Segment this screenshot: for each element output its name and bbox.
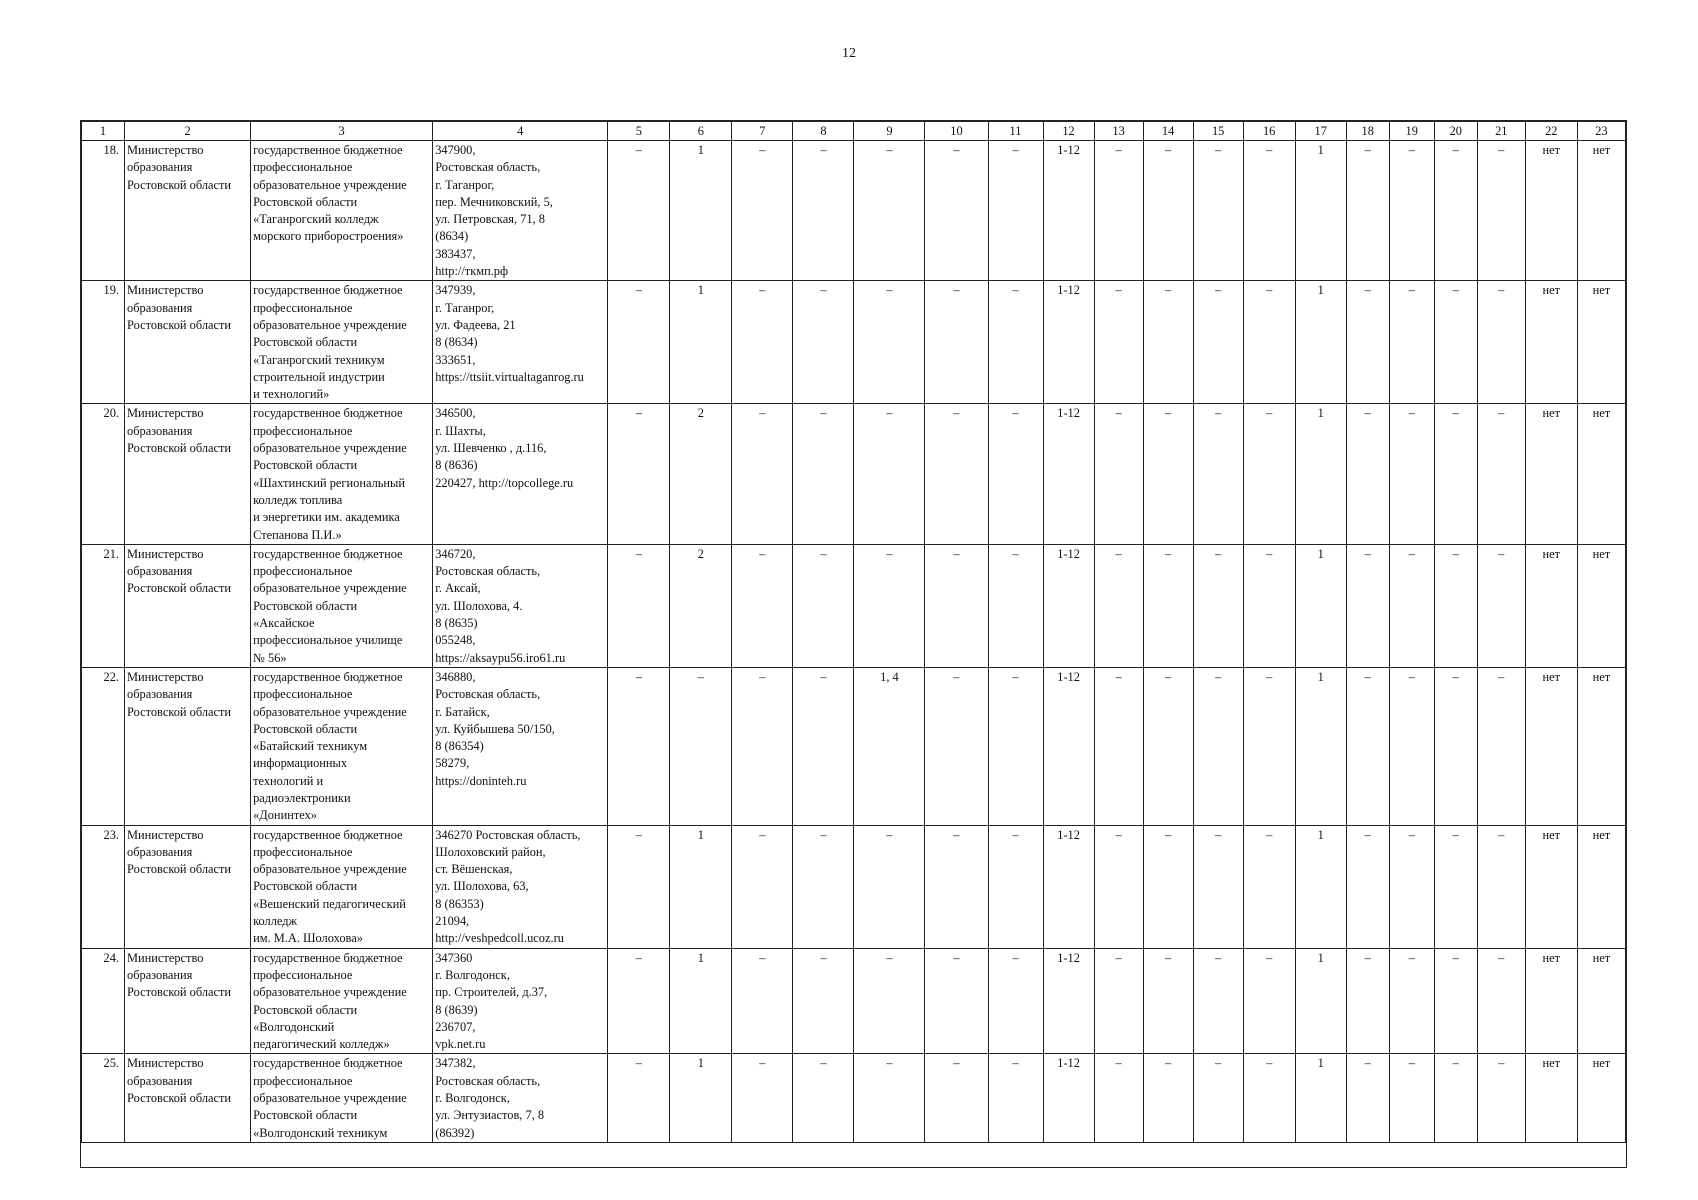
- value-cell: 1: [670, 825, 732, 948]
- column-header: 20: [1434, 122, 1477, 141]
- value-cell: –: [1243, 825, 1295, 948]
- value-cell: –: [1434, 544, 1477, 667]
- value-cell: –: [988, 281, 1043, 404]
- value-cell: –: [1143, 141, 1193, 281]
- value-cell: –: [988, 404, 1043, 544]
- value-cell: –: [1243, 544, 1295, 667]
- value-cell: –: [793, 948, 854, 1054]
- institution-cell: государственное бюджетное профессиональное образовательное учреждение Ростовской области «Вешенский педагогический колледж им. М.А. Шолохова»: [251, 825, 433, 948]
- column-header: 9: [854, 122, 925, 141]
- value-cell: –: [988, 1054, 1043, 1142]
- value-cell: –: [925, 141, 988, 281]
- row-number: 22.: [82, 667, 125, 825]
- value-cell: –: [1193, 281, 1243, 404]
- value-cell: –: [732, 1054, 793, 1142]
- value-cell: 1: [1295, 825, 1346, 948]
- row-number: 20.: [82, 404, 125, 544]
- value-cell: нет: [1525, 404, 1577, 544]
- value-cell: нет: [1525, 141, 1577, 281]
- value-cell: 2: [670, 544, 732, 667]
- institution-cell: государственное бюджетное профессиональное образовательное учреждение Ростовской области «Таганрогский техникум строительной индустрии и технологий»: [251, 281, 433, 404]
- column-header: 16: [1243, 122, 1295, 141]
- value-cell: –: [925, 948, 988, 1054]
- row-number: 23.: [82, 825, 125, 948]
- value-cell: 1: [670, 281, 732, 404]
- value-cell: нет: [1525, 948, 1577, 1054]
- column-header: 11: [988, 122, 1043, 141]
- value-cell: 1: [670, 1054, 732, 1142]
- value-cell: 1: [1295, 281, 1346, 404]
- value-cell: 1-12: [1043, 667, 1094, 825]
- value-cell: –: [1477, 1054, 1525, 1142]
- value-cell: –: [1193, 667, 1243, 825]
- value-cell: 1-12: [1043, 948, 1094, 1054]
- table-row: [82, 1054, 1626, 1142]
- value-cell: –: [1389, 667, 1434, 825]
- ministry-cell: Министерство образования Ростовской области: [125, 281, 251, 404]
- value-cell: –: [1243, 281, 1295, 404]
- column-header: 12: [1043, 122, 1094, 141]
- column-header: 2: [125, 122, 251, 141]
- value-cell: –: [1243, 404, 1295, 544]
- value-cell: –: [1389, 404, 1434, 544]
- value-cell: –: [854, 544, 925, 667]
- value-cell: –: [1434, 141, 1477, 281]
- ministry-cell: Министерство образования Ростовской области: [125, 544, 251, 667]
- value-cell: –: [1094, 404, 1143, 544]
- value-cell: –: [854, 141, 925, 281]
- value-cell: –: [608, 825, 670, 948]
- value-cell: –: [1346, 825, 1389, 948]
- value-cell: –: [732, 948, 793, 1054]
- value-cell: –: [1094, 667, 1143, 825]
- value-cell: –: [732, 544, 793, 667]
- value-cell: –: [793, 825, 854, 948]
- value-cell: –: [988, 825, 1043, 948]
- table-row: [82, 404, 1626, 544]
- value-cell: –: [670, 667, 732, 825]
- value-cell: –: [1477, 404, 1525, 544]
- column-header: 3: [251, 122, 433, 141]
- address-cell: 346500, г. Шахты, ул. Шевченко , д.116, 8 (8636) 220427, http://topcollege.ru: [433, 404, 608, 544]
- ministry-cell: Министерство образования Ростовской области: [125, 404, 251, 544]
- value-cell: –: [732, 404, 793, 544]
- value-cell: –: [793, 141, 854, 281]
- value-cell: –: [854, 948, 925, 1054]
- value-cell: 1: [1295, 141, 1346, 281]
- column-header: 4: [433, 122, 608, 141]
- value-cell: –: [1143, 667, 1193, 825]
- table-row: [82, 544, 1626, 667]
- value-cell: –: [1094, 281, 1143, 404]
- value-cell: нет: [1525, 667, 1577, 825]
- value-cell: нет: [1525, 1054, 1577, 1142]
- address-cell: 346270 Ростовская область, Шолоховский район, ст. Вёшенская, ул. Шолохова, 63, 8 (86353) 21094, http://veshpedcoll.ucoz.ru: [433, 825, 608, 948]
- value-cell: –: [1346, 544, 1389, 667]
- address-cell: 347900, Ростовская область, г. Таганрог, пер. Мечниковский, 5, ул. Петровская, 71, 8 (8634) 383437, http://ткмп.рф: [433, 141, 608, 281]
- address-cell: 346880, Ростовская область, г. Батайск, ул. Куйбышева 50/150, 8 (86354) 58279, https://doninteh.ru: [433, 667, 608, 825]
- value-cell: –: [1477, 667, 1525, 825]
- institutions-table: [81, 121, 1626, 1143]
- value-cell: –: [608, 1054, 670, 1142]
- column-header: 18: [1346, 122, 1389, 141]
- column-header: 6: [670, 122, 732, 141]
- ministry-cell: Министерство образования Ростовской области: [125, 1054, 251, 1142]
- value-cell: –: [1143, 281, 1193, 404]
- value-cell: –: [732, 667, 793, 825]
- value-cell: 2: [670, 404, 732, 544]
- value-cell: –: [988, 667, 1043, 825]
- page-number: 12: [842, 46, 856, 61]
- value-cell: –: [1243, 1054, 1295, 1142]
- value-cell: –: [1094, 1054, 1143, 1142]
- table-row: [82, 667, 1626, 825]
- ministry-cell: Министерство образования Ростовской области: [125, 825, 251, 948]
- value-cell: –: [1193, 825, 1243, 948]
- value-cell: –: [732, 141, 793, 281]
- header-row: [82, 122, 1626, 141]
- value-cell: нет: [1577, 825, 1625, 948]
- row-number: 19.: [82, 281, 125, 404]
- value-cell: –: [1143, 948, 1193, 1054]
- institution-cell: государственное бюджетное профессиональное образовательное учреждение Ростовской области «Таганрогский колледж морского приборостроения»: [251, 141, 433, 281]
- value-cell: –: [988, 544, 1043, 667]
- value-cell: –: [1094, 544, 1143, 667]
- value-cell: –: [608, 667, 670, 825]
- value-cell: –: [732, 825, 793, 948]
- institution-cell: государственное бюджетное профессиональное образовательное учреждение Ростовской области «Шахтинский региональный колледж топлива и энергетики им. академика Степанова П.И.»: [251, 404, 433, 544]
- value-cell: нет: [1525, 544, 1577, 667]
- value-cell: нет: [1577, 667, 1625, 825]
- column-header: 8: [793, 122, 854, 141]
- value-cell: –: [1477, 544, 1525, 667]
- institution-cell: государственное бюджетное профессиональное образовательное учреждение Ростовской области «Аксайское профессиональное училище № 56»: [251, 544, 433, 667]
- value-cell: 1-12: [1043, 825, 1094, 948]
- value-cell: –: [1389, 141, 1434, 281]
- value-cell: –: [1434, 948, 1477, 1054]
- value-cell: 1-12: [1043, 404, 1094, 544]
- value-cell: –: [1143, 1054, 1193, 1142]
- value-cell: нет: [1577, 544, 1625, 667]
- value-cell: –: [1193, 544, 1243, 667]
- value-cell: –: [854, 1054, 925, 1142]
- value-cell: нет: [1525, 281, 1577, 404]
- value-cell: –: [1346, 948, 1389, 1054]
- value-cell: –: [1434, 825, 1477, 948]
- value-cell: –: [1434, 281, 1477, 404]
- value-cell: –: [854, 404, 925, 544]
- address-cell: 346720, Ростовская область, г. Аксай, ул. Шолохова, 4. 8 (8635) 055248, https://aksaypu56.iro61.ru: [433, 544, 608, 667]
- value-cell: –: [1477, 825, 1525, 948]
- value-cell: –: [1434, 1054, 1477, 1142]
- column-header: 13: [1094, 122, 1143, 141]
- value-cell: –: [1477, 948, 1525, 1054]
- value-cell: –: [1143, 825, 1193, 948]
- institution-cell: государственное бюджетное профессиональное образовательное учреждение Ростовской области «Волгодонский педагогический колледж»: [251, 948, 433, 1054]
- table-row: [82, 281, 1626, 404]
- value-cell: 1: [1295, 667, 1346, 825]
- table-row: [82, 948, 1626, 1054]
- value-cell: 1: [670, 948, 732, 1054]
- value-cell: нет: [1577, 404, 1625, 544]
- value-cell: –: [1346, 667, 1389, 825]
- value-cell: –: [608, 948, 670, 1054]
- column-header: 1: [82, 122, 125, 141]
- value-cell: –: [1477, 281, 1525, 404]
- value-cell: –: [1389, 948, 1434, 1054]
- value-cell: –: [1094, 141, 1143, 281]
- value-cell: –: [925, 281, 988, 404]
- value-cell: –: [608, 281, 670, 404]
- value-cell: 1, 4: [854, 667, 925, 825]
- value-cell: 1-12: [1043, 141, 1094, 281]
- value-cell: –: [1389, 825, 1434, 948]
- value-cell: –: [925, 1054, 988, 1142]
- column-header: 17: [1295, 122, 1346, 141]
- value-cell: –: [854, 825, 925, 948]
- value-cell: –: [1346, 404, 1389, 544]
- value-cell: –: [793, 544, 854, 667]
- column-header: 5: [608, 122, 670, 141]
- value-cell: –: [608, 141, 670, 281]
- value-cell: –: [1434, 404, 1477, 544]
- value-cell: –: [732, 281, 793, 404]
- value-cell: –: [1193, 141, 1243, 281]
- value-cell: –: [608, 544, 670, 667]
- column-header: 15: [1193, 122, 1243, 141]
- institution-cell: государственное бюджетное профессиональное образовательное учреждение Ростовской области «Волгодонский техникум: [251, 1054, 433, 1142]
- value-cell: 1-12: [1043, 1054, 1094, 1142]
- value-cell: 1-12: [1043, 281, 1094, 404]
- ministry-cell: Министерство образования Ростовской области: [125, 141, 251, 281]
- value-cell: –: [793, 667, 854, 825]
- value-cell: –: [1094, 825, 1143, 948]
- value-cell: 1: [1295, 404, 1346, 544]
- institution-cell: государственное бюджетное профессиональное образовательное учреждение Ростовской области «Батайский техникум информационных технологий и радиоэлектроники «Донинтех»: [251, 667, 433, 825]
- value-cell: нет: [1525, 825, 1577, 948]
- value-cell: 1-12: [1043, 544, 1094, 667]
- value-cell: нет: [1577, 281, 1625, 404]
- value-cell: –: [988, 141, 1043, 281]
- address-cell: 347939, г. Таганрог, ул. Фадеева, 21 8 (8634) 333651, https://ttsiit.virtualtaganrog.ru: [433, 281, 608, 404]
- value-cell: нет: [1577, 141, 1625, 281]
- value-cell: 1: [1295, 1054, 1346, 1142]
- value-cell: –: [608, 404, 670, 544]
- value-cell: –: [793, 1054, 854, 1142]
- value-cell: –: [925, 544, 988, 667]
- value-cell: –: [925, 404, 988, 544]
- value-cell: нет: [1577, 948, 1625, 1054]
- value-cell: нет: [1577, 1054, 1625, 1142]
- value-cell: –: [1243, 667, 1295, 825]
- column-header: 22: [1525, 122, 1577, 141]
- value-cell: –: [1434, 667, 1477, 825]
- column-header: 14: [1143, 122, 1193, 141]
- value-cell: –: [1243, 141, 1295, 281]
- value-cell: –: [1346, 1054, 1389, 1142]
- value-cell: 1: [1295, 948, 1346, 1054]
- column-header: 23: [1577, 122, 1625, 141]
- column-header: 21: [1477, 122, 1525, 141]
- value-cell: –: [1193, 404, 1243, 544]
- value-cell: –: [1193, 948, 1243, 1054]
- table-row: [82, 825, 1626, 948]
- row-number: 25.: [82, 1054, 125, 1142]
- value-cell: 1: [1295, 544, 1346, 667]
- value-cell: –: [1346, 281, 1389, 404]
- value-cell: –: [925, 825, 988, 948]
- value-cell: –: [793, 281, 854, 404]
- value-cell: 1: [670, 141, 732, 281]
- column-header: 10: [925, 122, 988, 141]
- value-cell: –: [1193, 1054, 1243, 1142]
- value-cell: –: [988, 948, 1043, 1054]
- address-cell: 347360 г. Волгодонск, пр. Строителей, д.37, 8 (8639) 236707, vpk.net.ru: [433, 948, 608, 1054]
- row-number: 21.: [82, 544, 125, 667]
- value-cell: –: [1389, 281, 1434, 404]
- value-cell: –: [1143, 544, 1193, 667]
- value-cell: –: [1143, 404, 1193, 544]
- row-number: 24.: [82, 948, 125, 1054]
- value-cell: –: [1389, 544, 1434, 667]
- value-cell: –: [1477, 141, 1525, 281]
- value-cell: –: [854, 281, 925, 404]
- value-cell: –: [1243, 948, 1295, 1054]
- value-cell: –: [1389, 1054, 1434, 1142]
- ministry-cell: Министерство образования Ростовской области: [125, 948, 251, 1054]
- value-cell: –: [793, 404, 854, 544]
- value-cell: –: [925, 667, 988, 825]
- table-row: [82, 141, 1626, 281]
- value-cell: –: [1346, 141, 1389, 281]
- column-header: 19: [1389, 122, 1434, 141]
- row-number: 18.: [82, 141, 125, 281]
- address-cell: 347382, Ростовская область, г. Волгодонск, ул. Энтузиастов, 7, 8 (86392): [433, 1054, 608, 1142]
- value-cell: –: [1094, 948, 1143, 1054]
- column-header: 7: [732, 122, 793, 141]
- ministry-cell: Министерство образования Ростовской области: [125, 667, 251, 825]
